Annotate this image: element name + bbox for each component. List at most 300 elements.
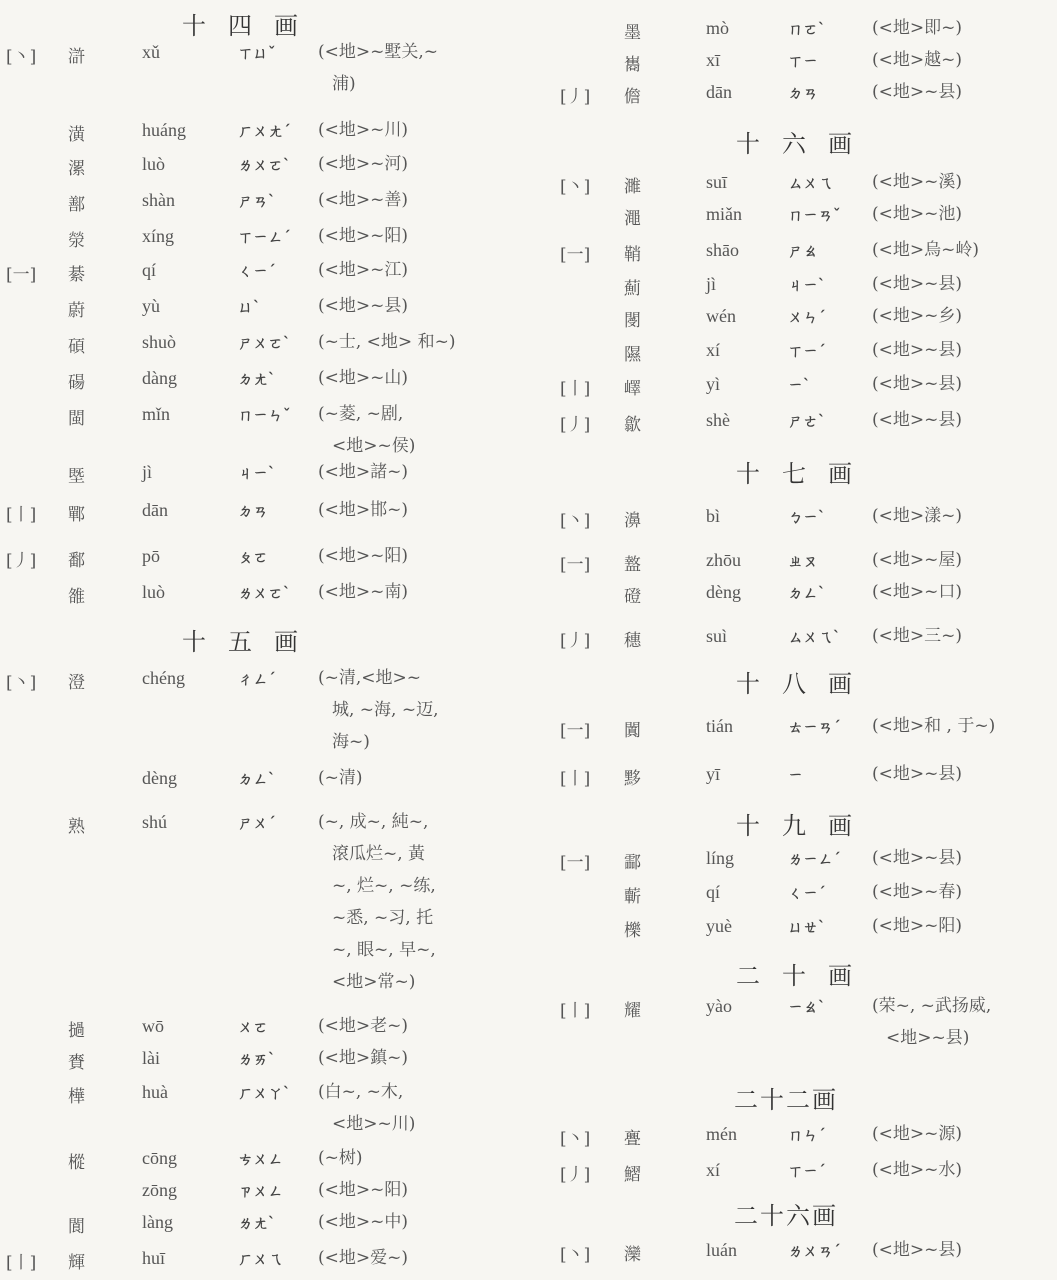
entry-gloss (318, 1042, 408, 1074)
entry-row (540, 882, 1057, 912)
entry-pinyin: zōng (142, 1180, 177, 1200)
entry-zhuyin: ㄕㄜˋ (788, 412, 826, 430)
entry-zhuyin: ㄊㄧㄢˊ (788, 718, 841, 736)
entry-zhuyin: ㄌㄧㄥˊ (788, 850, 841, 868)
entry-pinyin: suì (706, 626, 728, 646)
entry-row (540, 626, 1057, 656)
radical-marker: [丶] (560, 177, 591, 197)
radical-marker: [丶] (560, 511, 591, 531)
entry-zhuyin: ㄅㄧˋ (788, 508, 826, 526)
gloss-line: ~, 烂~, ~练, (332, 876, 436, 896)
entry-gloss (318, 148, 408, 180)
gloss-line: (<地>~阳) (872, 916, 962, 936)
entry-zhuyin: ㄒㄧˊ (788, 1162, 826, 1180)
gloss-line: 海~) (332, 732, 370, 752)
entry-gloss (872, 500, 962, 532)
entry-zhuyin: ㄏㄨㄟ (238, 1250, 284, 1268)
entry-character: 鄱 (68, 551, 85, 571)
entry-row (540, 82, 1057, 112)
gloss-line: (<地>~江) (318, 260, 408, 280)
gloss-line: (<地>~南) (318, 582, 408, 602)
entry-row (0, 332, 530, 362)
entry-pinyin: shuò (142, 332, 177, 352)
radical-marker: [丿] (560, 631, 591, 651)
entry-character: 碩 (68, 337, 85, 357)
entry-pinyin: chéng (142, 668, 185, 688)
entry-pinyin: cōng (142, 1148, 177, 1168)
stroke-heading-18: 十八画 (736, 670, 874, 698)
entry-gloss (318, 326, 455, 358)
gloss-line: (<地>老~) (318, 1016, 408, 1036)
entry-zhuyin: ㄗㄨㄥ (238, 1182, 284, 1200)
entry-character: 櫟 (624, 921, 641, 941)
entry-pinyin: luò (142, 154, 166, 174)
entry-pinyin: yù (142, 296, 160, 316)
entry-pinyin: dèng (142, 768, 177, 788)
entry-gloss (872, 44, 962, 76)
gloss-line: ~, 眼~, 早~, (332, 940, 436, 960)
entry-character: 磴 (624, 587, 641, 607)
entry-character: 澄 (68, 673, 85, 693)
entry-gloss (872, 576, 962, 608)
entry-gloss (318, 254, 408, 286)
radical-marker: [丨] (560, 769, 591, 789)
entry-row (540, 506, 1057, 536)
entry-gloss (318, 114, 408, 146)
entry-character: 薊 (624, 279, 641, 299)
stroke-heading-20: 二十画 (736, 962, 874, 990)
entry-row (0, 404, 530, 456)
entry-gloss (318, 184, 408, 216)
entry-gloss (318, 1076, 415, 1140)
entry-zhuyin: ㄇㄛˋ (788, 20, 826, 38)
entry-row (540, 274, 1057, 304)
entry-pinyin: xǔ (142, 42, 160, 62)
entry-pinyin: mén (706, 1124, 737, 1144)
entry-row (540, 340, 1057, 370)
radical-marker: [丿] (560, 87, 591, 107)
entry-zhuyin: ㄌㄞˋ (238, 1050, 276, 1068)
entry-gloss (872, 368, 962, 400)
entry-row (0, 1082, 530, 1134)
gloss-line: (<地>~县) (872, 1240, 962, 1260)
gloss-line: (<地>~池) (872, 204, 962, 224)
entry-row (0, 668, 530, 752)
entry-zhuyin: ㄩㄝˋ (788, 918, 826, 936)
entry-pinyin: dān (706, 82, 732, 102)
gloss-line: (荣~, ~武扬威, (872, 996, 992, 1016)
entry-zhuyin: ㄕㄢˋ (238, 192, 276, 210)
entry-character: 閬 (68, 1217, 85, 1237)
entry-zhuyin: ㄑㄧˊ (238, 262, 276, 280)
entry-character: 碭 (68, 373, 85, 393)
gloss-line: (<地>邯~) (318, 500, 408, 520)
entry-pinyin: yī (706, 764, 721, 784)
entry-gloss (318, 290, 408, 322)
entry-character: 樺 (68, 1087, 85, 1107)
entry-character: 滎 (68, 231, 85, 251)
entry-gloss (872, 268, 962, 300)
entry-pinyin: shè (706, 410, 730, 430)
gloss-line: <地>~县) (886, 1028, 970, 1048)
entry-row (0, 768, 530, 798)
gloss-line: (<地>~川) (318, 120, 408, 140)
entry-zhuyin: ㄇㄧㄢˇ (788, 206, 841, 224)
gloss-line: (<地>諸~) (318, 462, 408, 482)
entry-gloss (872, 1234, 962, 1266)
stroke-heading-15: 十五画 (182, 628, 320, 656)
entry-gloss (318, 1142, 363, 1174)
gloss-line: (<地>~水) (872, 1160, 962, 1180)
entry-row (540, 716, 1057, 746)
entry-zhuyin: ㄕㄨㄛˋ (238, 334, 291, 352)
entry-gloss (318, 1206, 408, 1238)
entry-character: 灤 (624, 1245, 641, 1265)
entry-character: 蔚 (68, 301, 85, 321)
entry-zhuyin: ㄑㄧˊ (788, 884, 826, 902)
entry-gloss (872, 1154, 962, 1186)
entry-zhuyin: ㄌㄤˋ (238, 1214, 276, 1232)
entry-character: 澠 (624, 209, 641, 229)
radical-marker: [丨] (560, 379, 591, 399)
entry-gloss (872, 876, 962, 908)
entry-pinyin: líng (706, 848, 735, 868)
entry-character: 滸 (68, 47, 85, 67)
entry-pinyin: dàng (142, 368, 177, 388)
entry-character: 闐 (624, 721, 641, 741)
entry-pinyin: yuè (706, 916, 732, 936)
gloss-line: (~树) (318, 1148, 363, 1168)
entry-row (0, 226, 530, 256)
entry-character: 黟 (624, 769, 641, 789)
gloss-line: (<地>~墅关,~ (318, 42, 439, 62)
entry-gloss (872, 910, 962, 942)
entry-zhuyin: ㄏㄨㄤˊ (238, 122, 291, 140)
gloss-line: ~悉, ~习, 托 (332, 908, 434, 928)
entry-pinyin: xí (706, 340, 721, 360)
entry-gloss (872, 198, 962, 230)
entry-row (0, 368, 530, 398)
entry-row (0, 812, 530, 992)
entry-row (540, 1160, 1057, 1190)
entry-character: 閩 (68, 409, 85, 429)
entry-row (540, 996, 1057, 1048)
entry-gloss (872, 166, 962, 198)
gloss-line: (~清) (318, 768, 363, 788)
radical-marker: [丶] (560, 1129, 591, 1149)
radical-marker: [丨] (6, 1253, 37, 1273)
entry-character: 漯 (68, 159, 85, 179)
entry-row (540, 240, 1057, 270)
entry-zhuyin: ㄒㄧˊ (788, 342, 826, 360)
entry-pinyin: luò (142, 582, 166, 602)
entry-character: 蘄 (624, 887, 641, 907)
entry-row (540, 916, 1057, 946)
entry-gloss (318, 576, 408, 608)
entry-row (540, 410, 1057, 440)
entry-zhuyin: ㄔㄥˊ (238, 670, 276, 688)
entry-row (540, 374, 1057, 404)
radical-marker: [丨] (560, 1001, 591, 1021)
radical-marker: [一] (560, 555, 591, 575)
entry-pinyin: wén (706, 306, 736, 326)
gloss-line: (<地>~口) (872, 582, 962, 602)
gloss-line: (<地>~县) (872, 848, 962, 868)
entry-zhuyin: ㄐㄧˋ (238, 464, 276, 482)
entry-character: 盩 (624, 555, 641, 575)
radical-marker: [丿] (560, 415, 591, 435)
gloss-line: 城, ~海, ~迈, (332, 700, 439, 720)
entry-gloss (318, 362, 408, 394)
gloss-line: (<地>漾~) (872, 506, 962, 526)
entry-pinyin: wō (142, 1016, 164, 1036)
entry-pinyin: suī (706, 172, 728, 192)
entry-gloss (318, 540, 408, 572)
entry-row (540, 764, 1057, 794)
radical-marker: [丶] (560, 1245, 591, 1265)
entry-pinyin: qí (142, 260, 157, 280)
entry-pinyin: mò (706, 18, 730, 38)
gloss-line: 滾瓜烂~, 黃 (332, 844, 426, 864)
entry-row (540, 582, 1057, 612)
entry-row (0, 582, 530, 612)
entry-gloss (872, 990, 991, 1054)
stroke-heading-17: 十七画 (736, 460, 874, 488)
entry-character: 鰼 (624, 1165, 641, 1185)
entry-pinyin: shāo (706, 240, 739, 260)
radical-marker: [丶] (6, 673, 37, 693)
entry-character: 墨 (624, 23, 641, 43)
entry-pinyin: xíng (142, 226, 175, 246)
entry-pinyin: tián (706, 716, 733, 736)
entry-zhuyin: ㄒㄩˇ (238, 44, 276, 62)
entry-row (540, 1124, 1057, 1154)
entry-row (0, 1180, 530, 1210)
entry-gloss (318, 398, 415, 462)
gloss-line: (<地>爱~) (318, 1248, 408, 1268)
entry-gloss (318, 762, 363, 794)
entry-row (0, 1148, 530, 1178)
entry-pinyin: làng (142, 1212, 173, 1232)
entry-zhuyin: ㄒㄧㄥˊ (238, 228, 291, 246)
gloss-line: (<地>~阳) (318, 1180, 408, 1200)
gloss-line: (<地>三~) (872, 626, 962, 646)
gloss-line: (<地>~山) (318, 368, 408, 388)
gloss-line: <地>~侯) (332, 436, 416, 456)
entry-character: 閿 (624, 311, 641, 331)
entry-pinyin: yào (706, 996, 732, 1016)
entry-character: 綦 (68, 265, 85, 285)
gloss-line: (<地>~县) (872, 374, 962, 394)
entry-row (0, 154, 530, 184)
entry-row (0, 120, 530, 150)
gloss-line: (<地>和 , 于~) (872, 716, 996, 736)
entry-pinyin: huà (142, 1082, 168, 1102)
entry-pinyin: lài (142, 1048, 160, 1068)
gloss-line: (<地>越~) (872, 50, 962, 70)
entry-gloss (872, 334, 962, 366)
entry-pinyin: shú (142, 812, 168, 832)
entry-pinyin: huáng (142, 120, 186, 140)
entry-row (540, 50, 1057, 80)
entry-zhuyin: ㄌㄨㄛˋ (238, 584, 291, 602)
entry-row (0, 462, 530, 492)
gloss-line: <地>~川) (332, 1114, 416, 1134)
entry-row (0, 296, 530, 326)
gloss-line: (<地>~屋) (872, 550, 962, 570)
stroke-heading-14: 十四画 (182, 12, 320, 40)
entry-zhuyin: ㄌㄨㄛˋ (238, 156, 291, 174)
entry-gloss (872, 1118, 962, 1150)
right-column (540, 0, 1057, 1280)
gloss-line: (<地>~县) (872, 764, 962, 784)
entry-gloss (318, 36, 438, 100)
gloss-line: (<地>~源) (872, 1124, 962, 1144)
entry-row (0, 190, 530, 220)
entry-character: 濞 (624, 511, 641, 531)
entry-character: 撾 (68, 1021, 85, 1041)
entry-pinyin: yì (706, 374, 721, 394)
gloss-line: (<地>烏~岭) (872, 240, 979, 260)
entry-character: 酃 (624, 853, 641, 873)
entry-gloss (872, 620, 962, 652)
entry-zhuyin: ㄇㄣˊ (788, 1126, 826, 1144)
entry-pinyin: miǎn (706, 204, 742, 224)
entry-character: 穗 (624, 631, 641, 651)
stroke-heading-19: 十九画 (736, 812, 874, 840)
entry-row (0, 500, 530, 530)
gloss-line: (<地>~溪) (872, 172, 962, 192)
gloss-line: (<地>~中) (318, 1212, 408, 1232)
entry-row (0, 260, 530, 290)
entry-zhuyin: ㄧ (788, 766, 804, 784)
radical-marker: [一] (560, 245, 591, 265)
entry-row (0, 546, 530, 576)
entry-row (0, 42, 530, 94)
gloss-line: <地>常~) (332, 972, 416, 992)
gloss-line: (白~, ~木, (318, 1082, 404, 1102)
entry-row (540, 1240, 1057, 1270)
entry-zhuyin: ㄒㄧ (788, 52, 819, 70)
entry-gloss (318, 456, 408, 488)
entry-zhuyin: ㄇㄧㄣˇ (238, 406, 291, 424)
entry-gloss (318, 806, 436, 998)
entry-row (0, 1212, 530, 1242)
entry-pinyin: mǐn (142, 404, 171, 424)
entry-gloss (318, 662, 439, 758)
entry-zhuyin: ㄆㄛ (238, 548, 269, 566)
gloss-line: (<地>~善) (318, 190, 408, 210)
gloss-line: (~清,<地>~ (318, 668, 422, 688)
entry-gloss (318, 1010, 408, 1042)
gloss-line: (<地>~乡) (872, 306, 962, 326)
gloss-line: (<地>鎮~) (318, 1048, 408, 1068)
entry-zhuyin: ㄙㄨㄟ (788, 174, 834, 192)
entry-character: 亹 (624, 1129, 641, 1149)
entry-character: 鞘 (624, 245, 641, 265)
entry-gloss (872, 544, 962, 576)
entry-character: 嶧 (624, 379, 641, 399)
entry-zhuyin: ㄧˋ (788, 376, 811, 394)
entry-gloss (318, 1174, 408, 1206)
entry-pinyin: bì (706, 506, 721, 526)
entry-character: 濉 (624, 177, 641, 197)
entry-row (540, 550, 1057, 580)
entry-zhuyin: ㄉㄢ (238, 502, 269, 520)
entry-zhuyin: ㄧㄠˋ (788, 998, 826, 1016)
radical-marker: [一] (560, 853, 591, 873)
gloss-line: (<地>~县) (872, 274, 962, 294)
entry-character: 隰 (624, 345, 641, 365)
entry-zhuyin: ㄨㄣˊ (788, 308, 826, 326)
entry-zhuyin: ㄏㄨㄚˋ (238, 1084, 291, 1102)
entry-pinyin: qí (706, 882, 721, 902)
gloss-line: 浦) (332, 74, 356, 94)
entry-pinyin: huī (142, 1248, 166, 1268)
gloss-line: (<地>~阳) (318, 226, 408, 246)
gloss-line: (<地>~县) (872, 340, 962, 360)
entry-gloss (318, 220, 408, 252)
entry-zhuyin: ㄉㄢ (788, 84, 819, 102)
entry-zhuyin: ㄓㄡ (788, 552, 819, 570)
entry-gloss (872, 710, 995, 742)
entry-zhuyin: ㄉㄥˋ (788, 584, 826, 602)
radical-marker: [丿] (560, 1165, 591, 1185)
entry-zhuyin: ㄐㄧˋ (788, 276, 826, 294)
entry-character: 鄯 (68, 195, 85, 215)
entry-pinyin: luán (706, 1240, 737, 1260)
entry-gloss (318, 1242, 408, 1274)
entry-zhuyin: ㄕㄠ (788, 242, 819, 260)
gloss-line: (<地>~县) (318, 296, 408, 316)
entry-row (0, 1248, 530, 1278)
entry-row (0, 1016, 530, 1046)
entry-pinyin: pō (142, 546, 160, 566)
entry-pinyin: shàn (142, 190, 175, 210)
radical-marker: [一] (6, 265, 37, 285)
gloss-line: (<地>~河) (318, 154, 408, 174)
entry-row (540, 172, 1057, 202)
entry-pinyin: xī (706, 50, 721, 70)
entry-gloss (872, 842, 962, 874)
entry-row (0, 1048, 530, 1078)
gloss-line: (<地>~春) (872, 882, 962, 902)
entry-zhuyin: ㄉㄥˋ (238, 770, 276, 788)
entry-character: 賚 (68, 1053, 85, 1073)
radical-marker: [丶] (6, 47, 37, 67)
entry-row (540, 18, 1057, 48)
entry-character: 塈 (68, 467, 85, 487)
entry-row (540, 204, 1057, 234)
entry-character: 潢 (68, 125, 85, 145)
entry-gloss (318, 494, 408, 526)
stroke-heading-26: 二十六画 (734, 1202, 838, 1230)
entry-pinyin: dèng (706, 582, 741, 602)
entry-character: 歙 (624, 415, 641, 435)
entry-zhuyin: ㄙㄨㄟˋ (788, 628, 841, 646)
entry-zhuyin: ㄘㄨㄥ (238, 1150, 284, 1168)
entry-character: 耀 (624, 1001, 641, 1021)
gloss-line: (<地>~县) (872, 82, 962, 102)
entry-row (540, 306, 1057, 336)
entry-pinyin: xí (706, 1160, 721, 1180)
entry-gloss (872, 758, 962, 790)
entry-pinyin: jì (706, 274, 717, 294)
entry-zhuyin: ㄉㄤˋ (238, 370, 276, 388)
entry-pinyin: zhōu (706, 550, 741, 570)
entry-zhuyin: ㄌㄨㄢˊ (788, 1242, 841, 1260)
stroke-heading-16: 十六画 (736, 130, 874, 158)
